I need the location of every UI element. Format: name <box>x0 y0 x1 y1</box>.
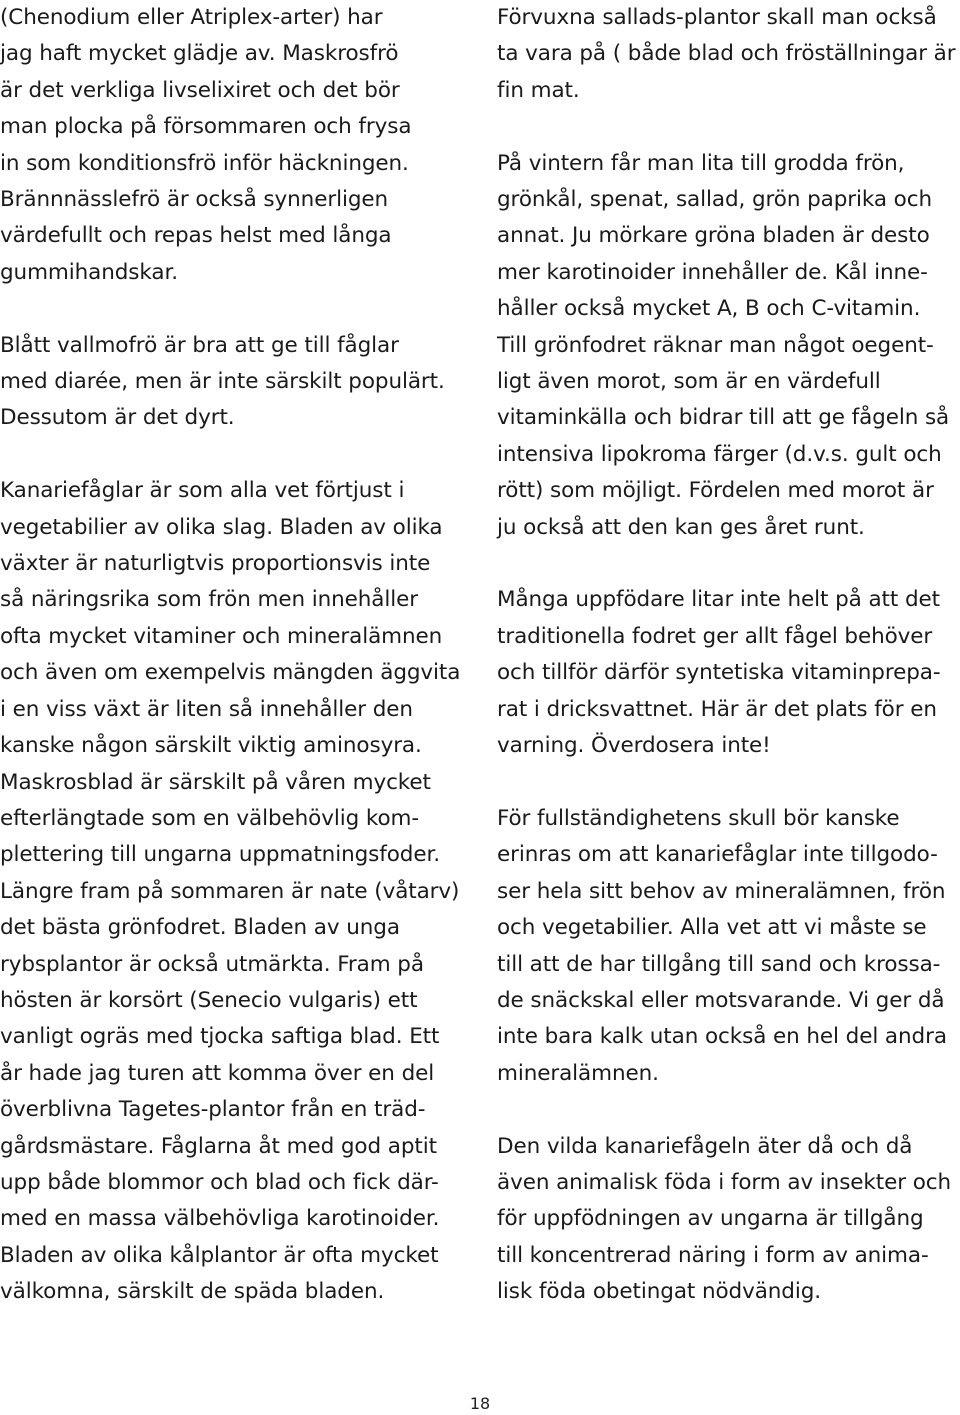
text-line: Blått vallmofrö är bra att ge till fåglar <box>0 332 399 358</box>
text-line: man plocka på försommaren och frysa <box>0 114 412 140</box>
text-line: ofta mycket vitaminer och mineralämnen <box>0 623 443 649</box>
text-line: med diarée, men är inte särskilt populärt. <box>0 369 445 395</box>
text-line: så näringsrika som frön men innehåller <box>0 587 418 613</box>
paragraph <box>0 0 472 291</box>
paragraph <box>497 0 960 109</box>
text-line: jag haft mycket glädje av. Maskrosfrö <box>0 41 399 67</box>
text-line: det bästa grönfodret. Bladen av unga <box>0 915 400 941</box>
paragraph <box>497 146 960 546</box>
text-line: Förvuxna sallads-plantor skall man också <box>497 5 937 30</box>
text-line: och även om exempelvis mängden äggvita <box>0 660 461 686</box>
paragraph-gap <box>0 291 472 327</box>
paragraph-gap <box>497 765 960 801</box>
text-line: upp både blommor och blad och fick där- <box>0 1169 439 1195</box>
text-line: ta vara på ( både blad och fröställningar är <box>497 41 956 67</box>
text-line: i en viss växt är liten så innehåller den <box>0 696 413 722</box>
paragraph <box>0 473 472 1310</box>
text-line: Till grönfodret räknar man något oegent- <box>497 332 934 358</box>
text-line: håller också mycket A, B och C-vitamin. <box>497 296 921 322</box>
text-line: erinras om att kanariefåglar inte tillgodo- <box>497 842 938 868</box>
text-line: är det verkliga livselixiret och det bör <box>0 77 400 103</box>
text-line: inte bara kalk utan också en hel del andra <box>497 1024 947 1050</box>
left-text-column <box>0 0 472 1311</box>
text-line: rybsplantor är också utmärkta. Fram på <box>0 951 424 977</box>
paragraph <box>497 1129 960 1311</box>
text-line: till att de har tillgång till sand och krossa- <box>497 951 941 977</box>
text-line: plettering till ungarna uppmatningsfoder. <box>0 842 440 868</box>
text-line: för uppfödningen av ungarna är tillgång <box>497 1206 924 1232</box>
text-line: Många uppfödare litar inte helt på att det <box>497 587 940 613</box>
paragraph-gap <box>497 546 960 582</box>
text-line: Dessutom är det dyrt. <box>0 405 235 431</box>
text-line: vanligt ogräs med tjocka saftiga blad. Ett <box>0 1024 440 1050</box>
text-line: till koncentrerad näring i form av anima- <box>497 1242 929 1268</box>
right-text-column <box>497 0 960 1311</box>
page-number: 18 <box>469 1394 491 1413</box>
text-line: varning. Överdosera inte! <box>497 733 771 759</box>
text-line: gårdsmästare. Fåglarna åt med god aptit <box>0 1133 437 1159</box>
text-line: Bladen av olika kålplantor är ofta mycket <box>0 1242 439 1268</box>
text-line: och vegetabilier. Alla vet att vi måste se <box>497 915 927 941</box>
text-line: kanske någon särskilt viktig aminosyra. <box>0 733 422 759</box>
paragraph <box>0 328 472 437</box>
text-line: efterlängtade som en välbehövlig kom- <box>0 805 419 831</box>
text-line: Kanariefåglar är som alla vet förtjust i <box>0 478 405 504</box>
text-line: och tillför därför syntetiska vitaminprepa- <box>497 660 941 686</box>
text-line: För fullständighetens skull bör kanske <box>497 805 900 831</box>
text-line: välkomna, särskilt de späda bladen. <box>0 1279 385 1305</box>
paragraph-gap <box>0 437 472 473</box>
text-line: grönkål, spenat, sallad, grön paprika och <box>497 187 932 213</box>
text-line: Längre fram på sommaren är nate (våtarv) <box>0 878 460 904</box>
text-line: hösten är korsört (Senecio vulgaris) ett <box>0 987 418 1013</box>
text-line: de snäckskal eller motsvarande. Vi ger då <box>497 987 945 1013</box>
text-line: Den vilda kanariefågeln äter då och då <box>497 1133 913 1159</box>
text-line: På vintern får man lita till grodda frön, <box>497 150 905 176</box>
text-line: värdefullt och repas helst med långa <box>0 223 392 249</box>
text-line: annat. Ju mörkare gröna bladen är desto <box>497 223 930 249</box>
text-line: ser hela sitt behov av mineralämnen, frön <box>497 878 946 904</box>
paragraph-gap <box>497 1092 960 1128</box>
text-line: vegetabilier av olika slag. Bladen av olika <box>0 514 443 540</box>
text-line: ju också att den kan ges året runt. <box>497 514 865 540</box>
text-line: lisk föda obetingat nödvändig. <box>497 1279 822 1305</box>
text-line: Maskrosblad är särskilt på våren mycket <box>0 769 431 795</box>
text-line: fin mat. <box>497 77 580 103</box>
text-line: rat i dricksvattnet. Här är det plats för en <box>497 696 937 722</box>
text-line: intensiva lipokroma färger (d.v.s. gult och <box>497 441 942 467</box>
text-line: växter är naturligtvis proportionsvis inte <box>0 551 431 577</box>
text-line: även animalisk föda i form av insekter och <box>497 1169 952 1195</box>
text-line: in som konditionsfrö inför häckningen. <box>0 150 409 176</box>
text-line: mer karotinoider innehåller de. Kål inne- <box>497 259 928 285</box>
text-line: med en massa välbehövliga karotinoider. <box>0 1206 440 1232</box>
text-line: rött) som möjligt. Fördelen med morot är <box>497 478 934 504</box>
paragraph-gap <box>497 109 960 145</box>
text-line: traditionella fodret ger allt fågel behöver <box>497 623 933 649</box>
text-line: Brännnässlefrö är också synnerligen <box>0 187 389 213</box>
text-line: år hade jag turen att komma över en del <box>0 1060 435 1086</box>
text-line: ligt även morot, som är en värdefull <box>497 369 881 395</box>
text-line: mineralämnen. <box>497 1060 659 1086</box>
text-line: (Chenodium eller Atriplex-arter) har <box>0 5 383 30</box>
paragraph <box>497 801 960 1092</box>
text-line: överblivna Tagetes-plantor från en träd- <box>0 1097 426 1123</box>
paragraph <box>497 582 960 764</box>
text-line: vitaminkälla och bidrar till att ge fågeln så <box>497 405 950 431</box>
text-line: gummihandskar. <box>0 259 178 285</box>
